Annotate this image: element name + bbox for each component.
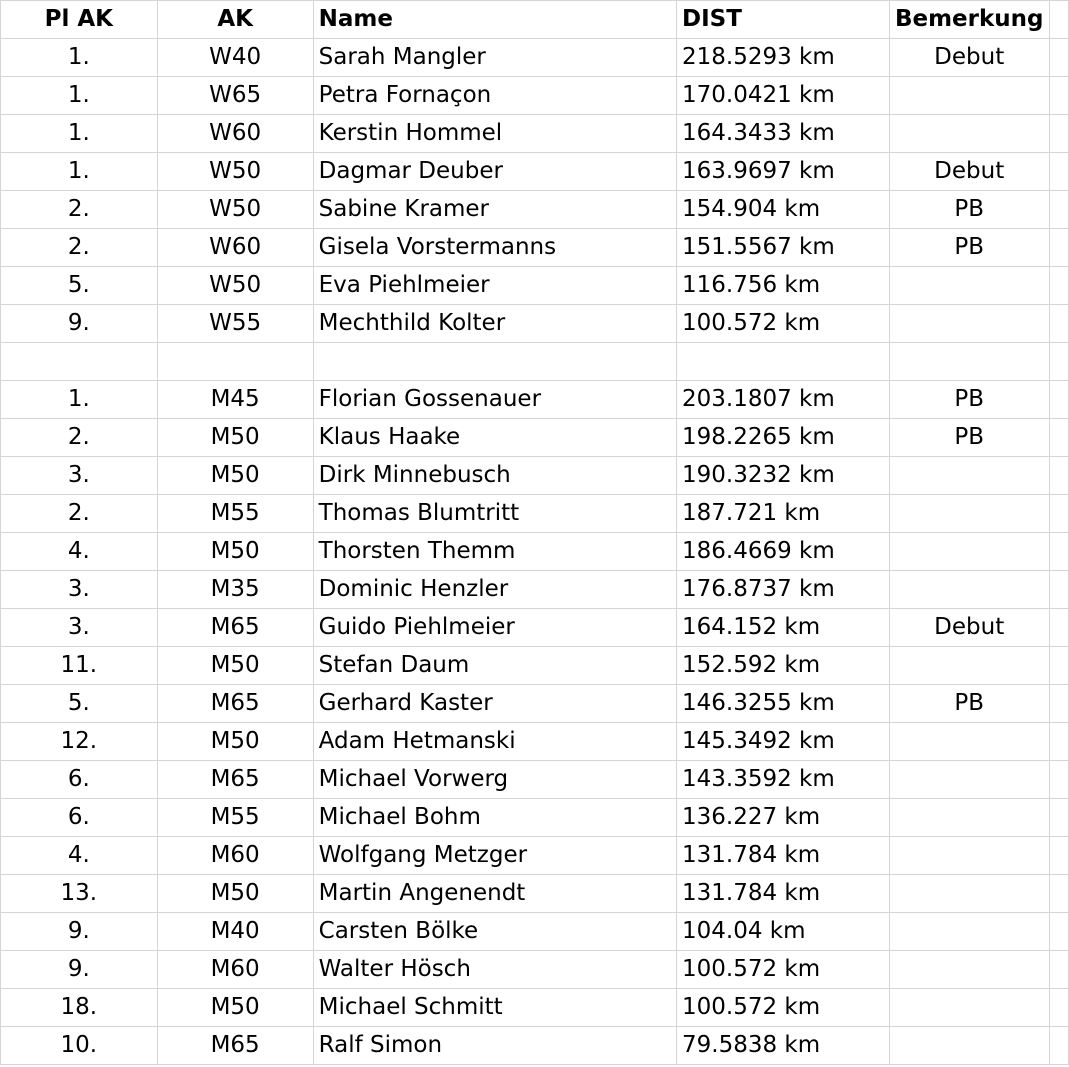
- distance-cell[interactable]: 190.3232 km: [677, 457, 890, 495]
- name-cell[interactable]: Dominic Henzler: [313, 571, 676, 609]
- age-class-cell[interactable]: W50: [157, 267, 313, 305]
- distance-cell[interactable]: 176.8737 km: [677, 571, 890, 609]
- empty-cell[interactable]: [1049, 343, 1068, 381]
- age-class-cell[interactable]: M60: [157, 837, 313, 875]
- place-cell[interactable]: 1.: [1, 77, 158, 115]
- remark-cell[interactable]: [889, 761, 1049, 799]
- name-cell[interactable]: Thorsten Themm: [313, 533, 676, 571]
- table-row: [1, 989, 1069, 1027]
- place-cell[interactable]: 6.: [1, 761, 158, 799]
- age-class-cell[interactable]: M65: [157, 761, 313, 799]
- name-cell[interactable]: Florian Gossenauer: [313, 381, 676, 419]
- age-class-cell[interactable]: W55: [157, 305, 313, 343]
- table-row: [1, 381, 1069, 419]
- age-class-cell[interactable]: M50: [157, 723, 313, 761]
- table-row: [1, 837, 1069, 875]
- table-row: [1, 761, 1069, 799]
- name-cell[interactable]: Sabine Kramer: [313, 191, 676, 229]
- name-cell[interactable]: Stefan Daum: [313, 647, 676, 685]
- distance-cell[interactable]: 187.721 km: [677, 495, 890, 533]
- column-header[interactable]: AK: [157, 1, 313, 39]
- age-class-cell[interactable]: M50: [157, 419, 313, 457]
- place-cell[interactable]: 2.: [1, 191, 158, 229]
- name-cell[interactable]: Carsten Bölke: [313, 913, 676, 951]
- distance-cell[interactable]: 100.572 km: [677, 989, 890, 1027]
- table-row: [1, 913, 1069, 951]
- place-cell[interactable]: 4.: [1, 533, 158, 571]
- place-cell[interactable]: 9.: [1, 913, 158, 951]
- empty-cell[interactable]: [1049, 267, 1068, 305]
- table-row: [1, 39, 1069, 77]
- place-cell[interactable]: 2.: [1, 229, 158, 267]
- place-cell[interactable]: 9.: [1, 951, 158, 989]
- distance-cell[interactable]: 164.152 km: [677, 609, 890, 647]
- age-class-cell[interactable]: M65: [157, 1027, 313, 1065]
- table-row: [1, 267, 1069, 305]
- name-cell[interactable]: Wolfgang Metzger: [313, 837, 676, 875]
- place-cell[interactable]: 1.: [1, 39, 158, 77]
- empty-cell[interactable]: [1049, 685, 1068, 723]
- name-cell[interactable]: Klaus Haake: [313, 419, 676, 457]
- distance-cell[interactable]: 151.5567 km: [677, 229, 890, 267]
- remark-cell[interactable]: [889, 77, 1049, 115]
- empty-cell[interactable]: [1049, 647, 1068, 685]
- age-class-cell[interactable]: M50: [157, 989, 313, 1027]
- remark-cell[interactable]: PB: [889, 685, 1049, 723]
- name-cell[interactable]: Ralf Simon: [313, 1027, 676, 1065]
- remark-cell[interactable]: [889, 571, 1049, 609]
- place-cell[interactable]: 1.: [1, 115, 158, 153]
- remark-cell[interactable]: [889, 951, 1049, 989]
- remark-cell[interactable]: Debut: [889, 609, 1049, 647]
- age-class-cell[interactable]: M35: [157, 571, 313, 609]
- empty-cell[interactable]: [1049, 913, 1068, 951]
- header-row: [1, 1, 1069, 39]
- age-class-cell[interactable]: M65: [157, 685, 313, 723]
- empty-cell[interactable]: [1049, 229, 1068, 267]
- distance-cell[interactable]: [677, 343, 890, 381]
- name-cell[interactable]: Michael Schmitt: [313, 989, 676, 1027]
- distance-cell[interactable]: 198.2265 km: [677, 419, 890, 457]
- empty-cell[interactable]: [1049, 837, 1068, 875]
- name-cell[interactable]: Dirk Minnebusch: [313, 457, 676, 495]
- empty-cell[interactable]: [1049, 305, 1068, 343]
- name-cell[interactable]: Michael Vorwerg: [313, 761, 676, 799]
- remark-cell[interactable]: [889, 723, 1049, 761]
- name-cell[interactable]: Gerhard Kaster: [313, 685, 676, 723]
- table-row: [1, 875, 1069, 913]
- table-row: [1, 343, 1069, 381]
- empty-cell[interactable]: [1049, 609, 1068, 647]
- distance-cell[interactable]: 116.756 km: [677, 267, 890, 305]
- remark-cell[interactable]: PB: [889, 229, 1049, 267]
- empty-cell[interactable]: [1049, 457, 1068, 495]
- empty-cell[interactable]: [1049, 571, 1068, 609]
- remark-cell[interactable]: PB: [889, 381, 1049, 419]
- column-header[interactable]: Bemerkung: [889, 1, 1049, 39]
- table-row: [1, 191, 1069, 229]
- empty-cell[interactable]: [1049, 191, 1068, 229]
- remark-cell[interactable]: [889, 495, 1049, 533]
- place-cell[interactable]: 2.: [1, 419, 158, 457]
- place-cell[interactable]: 1.: [1, 381, 158, 419]
- name-cell[interactable]: Sarah Mangler: [313, 39, 676, 77]
- empty-cell[interactable]: [1049, 761, 1068, 799]
- remark-cell[interactable]: [889, 799, 1049, 837]
- distance-cell[interactable]: 100.572 km: [677, 951, 890, 989]
- table-row: [1, 495, 1069, 533]
- place-cell[interactable]: 12.: [1, 723, 158, 761]
- name-cell[interactable]: Kerstin Hommel: [313, 115, 676, 153]
- place-cell[interactable]: 10.: [1, 1027, 158, 1065]
- place-cell[interactable]: 1.: [1, 153, 158, 191]
- remark-cell[interactable]: [889, 875, 1049, 913]
- name-cell[interactable]: Petra Fornaçon: [313, 77, 676, 115]
- place-cell[interactable]: [1, 343, 158, 381]
- remark-cell[interactable]: [889, 533, 1049, 571]
- age-class-cell[interactable]: W60: [157, 229, 313, 267]
- distance-cell[interactable]: 104.04 km: [677, 913, 890, 951]
- remark-cell[interactable]: [889, 647, 1049, 685]
- empty-cell[interactable]: [1049, 875, 1068, 913]
- distance-cell[interactable]: 145.3492 km: [677, 723, 890, 761]
- name-cell[interactable]: Guido Piehlmeier: [313, 609, 676, 647]
- distance-cell[interactable]: 136.227 km: [677, 799, 890, 837]
- table-row: [1, 77, 1069, 115]
- name-cell[interactable]: [313, 343, 676, 381]
- age-class-cell[interactable]: M50: [157, 533, 313, 571]
- table-row: [1, 951, 1069, 989]
- place-cell[interactable]: 3.: [1, 571, 158, 609]
- table-row: [1, 647, 1069, 685]
- distance-cell[interactable]: 164.3433 km: [677, 115, 890, 153]
- age-class-cell[interactable]: M55: [157, 495, 313, 533]
- age-class-cell[interactable]: M40: [157, 913, 313, 951]
- distance-cell[interactable]: 218.5293 km: [677, 39, 890, 77]
- remark-cell[interactable]: [889, 343, 1049, 381]
- age-class-cell[interactable]: W50: [157, 153, 313, 191]
- distance-cell[interactable]: 146.3255 km: [677, 685, 890, 723]
- distance-cell[interactable]: 143.3592 km: [677, 761, 890, 799]
- empty-cell[interactable]: [1049, 799, 1068, 837]
- age-class-cell[interactable]: W50: [157, 191, 313, 229]
- age-class-cell[interactable]: [157, 343, 313, 381]
- column-header[interactable]: Pl AK: [1, 1, 158, 39]
- name-cell[interactable]: Adam Hetmanski: [313, 723, 676, 761]
- place-cell[interactable]: 9.: [1, 305, 158, 343]
- place-cell[interactable]: 5.: [1, 267, 158, 305]
- name-cell[interactable]: Mechthild Kolter: [313, 305, 676, 343]
- table-row: [1, 799, 1069, 837]
- name-cell[interactable]: Michael Bohm: [313, 799, 676, 837]
- remark-cell[interactable]: Debut: [889, 39, 1049, 77]
- table-row: [1, 115, 1069, 153]
- table-row: [1, 533, 1069, 571]
- empty-cell[interactable]: [1049, 381, 1068, 419]
- empty-cell[interactable]: [1049, 419, 1068, 457]
- empty-cell[interactable]: [1049, 495, 1068, 533]
- column-header[interactable]: DIST: [677, 1, 890, 39]
- age-class-cell[interactable]: W60: [157, 115, 313, 153]
- empty-cell[interactable]: [1049, 989, 1068, 1027]
- remark-cell[interactable]: [889, 989, 1049, 1027]
- remark-cell[interactable]: Debut: [889, 153, 1049, 191]
- place-cell[interactable]: 3.: [1, 457, 158, 495]
- name-cell[interactable]: Thomas Blumtritt: [313, 495, 676, 533]
- empty-cell[interactable]: [1049, 951, 1068, 989]
- table-row: [1, 571, 1069, 609]
- table-row: [1, 609, 1069, 647]
- age-class-cell[interactable]: M50: [157, 875, 313, 913]
- place-cell[interactable]: 18.: [1, 989, 158, 1027]
- table-row: [1, 153, 1069, 191]
- place-cell[interactable]: 11.: [1, 647, 158, 685]
- distance-cell[interactable]: 152.592 km: [677, 647, 890, 685]
- name-cell[interactable]: Eva Piehlmeier: [313, 267, 676, 305]
- empty-cell[interactable]: [1049, 77, 1068, 115]
- name-cell[interactable]: Martin Angenendt: [313, 875, 676, 913]
- table-row: [1, 419, 1069, 457]
- remark-cell[interactable]: [889, 1027, 1049, 1065]
- place-cell[interactable]: 13.: [1, 875, 158, 913]
- remark-cell[interactable]: [889, 457, 1049, 495]
- table-row: [1, 685, 1069, 723]
- distance-cell[interactable]: 79.5838 km: [677, 1027, 890, 1065]
- table-row: [1, 723, 1069, 761]
- age-class-cell[interactable]: W65: [157, 77, 313, 115]
- distance-cell[interactable]: 100.572 km: [677, 305, 890, 343]
- table-row: [1, 457, 1069, 495]
- distance-cell[interactable]: 163.9697 km: [677, 153, 890, 191]
- age-class-cell[interactable]: W40: [157, 39, 313, 77]
- name-cell[interactable]: Walter Hösch: [313, 951, 676, 989]
- name-cell[interactable]: Dagmar Deuber: [313, 153, 676, 191]
- age-class-cell[interactable]: M55: [157, 799, 313, 837]
- place-cell[interactable]: 5.: [1, 685, 158, 723]
- age-class-cell[interactable]: M50: [157, 457, 313, 495]
- distance-cell[interactable]: 203.1807 km: [677, 381, 890, 419]
- remark-cell[interactable]: [889, 115, 1049, 153]
- remark-cell[interactable]: [889, 837, 1049, 875]
- empty-cell[interactable]: [1049, 39, 1068, 77]
- place-cell[interactable]: 2.: [1, 495, 158, 533]
- place-cell[interactable]: 4.: [1, 837, 158, 875]
- distance-cell[interactable]: 170.0421 km: [677, 77, 890, 115]
- column-header[interactable]: Name: [313, 1, 676, 39]
- empty-cell[interactable]: [1049, 533, 1068, 571]
- place-cell[interactable]: 6.: [1, 799, 158, 837]
- table-row: [1, 305, 1069, 343]
- age-class-cell[interactable]: M50: [157, 647, 313, 685]
- remark-cell[interactable]: PB: [889, 419, 1049, 457]
- age-class-cell[interactable]: M65: [157, 609, 313, 647]
- remark-cell[interactable]: [889, 913, 1049, 951]
- place-cell[interactable]: 3.: [1, 609, 158, 647]
- age-class-cell[interactable]: M45: [157, 381, 313, 419]
- distance-cell[interactable]: 131.784 km: [677, 837, 890, 875]
- distance-cell[interactable]: 186.4669 km: [677, 533, 890, 571]
- remark-cell[interactable]: PB: [889, 191, 1049, 229]
- empty-cell[interactable]: [1049, 1, 1068, 39]
- empty-cell[interactable]: [1049, 115, 1068, 153]
- distance-cell[interactable]: 131.784 km: [677, 875, 890, 913]
- distance-cell[interactable]: 154.904 km: [677, 191, 890, 229]
- table-row: [1, 1027, 1069, 1065]
- empty-cell[interactable]: [1049, 153, 1068, 191]
- age-class-cell[interactable]: M60: [157, 951, 313, 989]
- empty-cell[interactable]: [1049, 723, 1068, 761]
- empty-cell[interactable]: [1049, 1027, 1068, 1065]
- remark-cell[interactable]: [889, 305, 1049, 343]
- remark-cell[interactable]: [889, 267, 1049, 305]
- name-cell[interactable]: Gisela Vorstermanns: [313, 229, 676, 267]
- table-row: [1, 229, 1069, 267]
